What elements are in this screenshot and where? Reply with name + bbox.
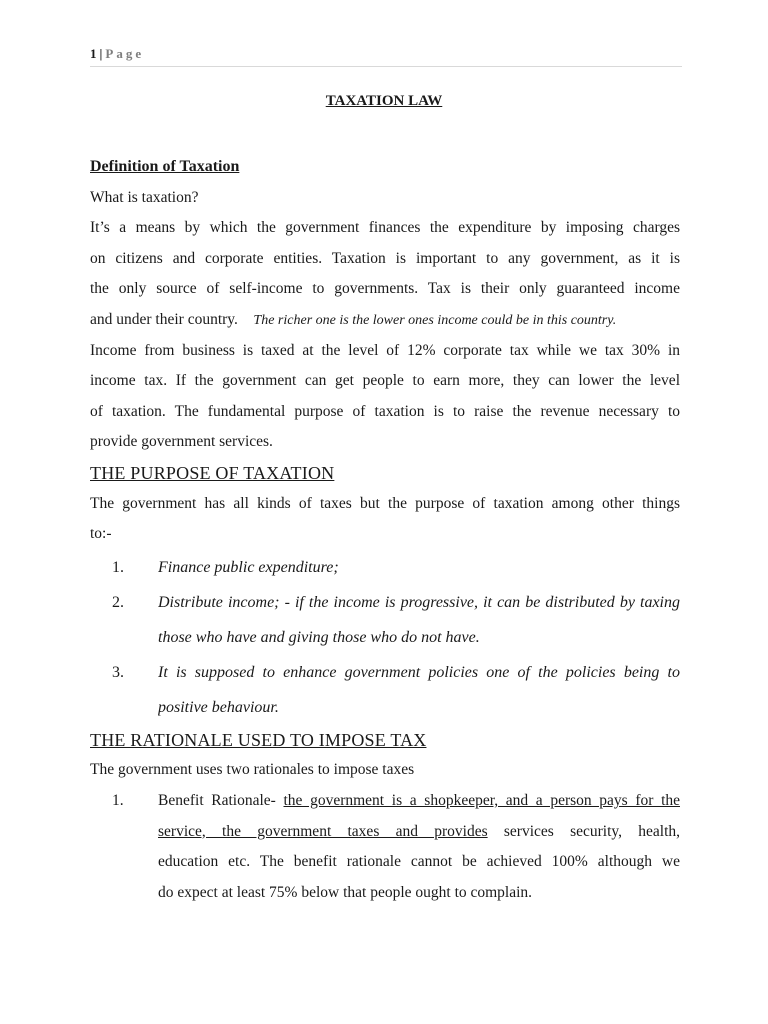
- list-item-rest: services security, health,: [503, 822, 680, 840]
- list-item-text: [158, 786, 680, 817]
- document-title: TAXATION LAW: [325, 93, 443, 109]
- definition-line: of taxation. The fundamental purpose of taxation is to raise the revenue necessary to: [90, 402, 680, 420]
- list-item-text: Distribute income; - if the income is progressive, it can be distributed by taxing: [158, 593, 680, 611]
- page-header: [90, 46, 682, 67]
- document-body: [90, 152, 680, 908]
- list-item: [90, 786, 680, 908]
- purpose-list: [90, 550, 680, 725]
- rationale-intro: The government uses two rationales to impose taxes: [90, 761, 415, 779]
- definition-line: and under their country.: [90, 310, 238, 328]
- definition-line: on citizens and corporate entities. Taxation is important to any government, as it is: [90, 249, 680, 267]
- list-item-number: 3.: [112, 663, 124, 681]
- rationale-heading: THE RATIONALE USED TO IMPOSE TAX: [90, 729, 427, 750]
- list-item-text: It is supposed to enhance government policies one of the policies being to: [158, 663, 680, 681]
- page-number: 1: [90, 46, 97, 61]
- definition-line-with-note: [90, 305, 680, 336]
- definition-line: the only source of self-income to governments. Tax is their only guaranteed income: [90, 280, 680, 298]
- definition-line: provide government services.: [90, 433, 273, 451]
- list-item-text: Finance public expenditure;: [158, 558, 339, 576]
- italic-note: The richer one is the lower ones income could be in this country.: [253, 312, 617, 328]
- definition-line: Income from business is taxed at the level of 12% corporate tax while we tax 30% in: [90, 341, 680, 359]
- page-word: Page: [105, 46, 145, 61]
- definition-heading: Definition of Taxation: [90, 158, 240, 175]
- list-item: [90, 550, 680, 585]
- list-item: [90, 655, 680, 725]
- list-item-text: those who have and giving those who do not have.: [158, 628, 480, 646]
- purpose-intro-line: to:-: [90, 525, 112, 543]
- page-separator: |: [99, 46, 103, 61]
- list-item-text: [158, 817, 680, 848]
- underlined-text: the government is a shopkeeper, and a person pays for the: [283, 791, 680, 809]
- list-item-number: 2.: [112, 593, 124, 611]
- list-item-number: 1.: [112, 558, 124, 576]
- rationale-list: [90, 786, 680, 908]
- definition-line: It’s a means by which the government finances the expenditure by imposing charges: [90, 219, 680, 237]
- list-item: [90, 585, 680, 655]
- list-item-number: 1.: [112, 791, 124, 809]
- definition-question: What is taxation?: [90, 188, 199, 206]
- list-item-text: do expect at least 75% below that people ought to complain.: [158, 883, 533, 901]
- underlined-text: service, the government taxes and provides: [158, 822, 488, 840]
- definition-line: income tax. If the government can get people to earn more, they can lower the level: [90, 372, 680, 390]
- benefit-rationale-label: Benefit Rationale-: [158, 791, 276, 809]
- list-item-text: education etc. The benefit rationale cannot be achieved 100% although we: [158, 853, 680, 871]
- purpose-intro-line: The government has all kinds of taxes but the purpose of taxation among other things: [90, 494, 680, 512]
- list-item-text: positive behaviour.: [158, 698, 279, 716]
- purpose-heading: THE PURPOSE OF TAXATION: [90, 462, 335, 483]
